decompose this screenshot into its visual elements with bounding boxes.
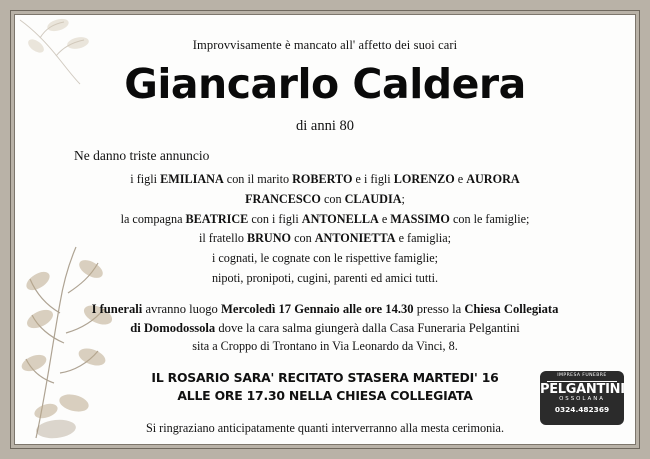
funeral-line-3: sita a Croppo di Trontano in Via Leonardo da Vinci, 8.	[192, 339, 458, 354]
deceased-age: di anni 80	[296, 118, 354, 135]
funeral-details	[38, 300, 612, 356]
rosary-line-2: ALLE ORE 17.30 NELLA CHIESA COLLEGIATA	[177, 387, 473, 403]
family-line: il fratello BRUNO con ANTONIETTA e famiglia;	[198, 231, 452, 246]
stamp-phone: 0324.482369	[554, 405, 610, 415]
rosary-line-1: IL ROSARIO SARA' RECITATO STASERA MARTEDI' 16	[151, 369, 499, 385]
family-line: la compagna BEATRICE con i figli ANTONELLA e MASSIMO con le famiglie;	[120, 211, 530, 226]
deceased-name: Giancarlo Caldera	[124, 60, 526, 108]
announcement-text: Ne danno triste annuncio	[74, 148, 210, 164]
funeral-line-1: I funerali avranno luogo Mercoledì 17 Gennaio alle ore 14.30 presso la Chiesa Collegiata	[91, 301, 559, 316]
funeral-line-2: di Domodossola dove la cara salma giungerà dalla Casa Funeraria Pelgantini	[130, 320, 520, 335]
family-list	[38, 170, 612, 289]
thanks-text: Si ringraziano anticipatamente quanti interverranno alla mesta cerimonia.	[145, 420, 505, 435]
intro-text: Improvvisamente è mancato all' affetto dei suoi cari	[192, 38, 458, 52]
obituary-content	[20, 20, 630, 439]
stamp-line-1: IMPRESA FUNEBRE	[557, 373, 607, 378]
family-line: FRANCESCO con CLAUDIA;	[245, 191, 405, 206]
family-line: nipoti, pronipoti, cugini, parenti ed amici tutti.	[211, 270, 439, 285]
funeral-home-stamp	[540, 371, 624, 425]
stamp-region: OSSOLANA	[559, 396, 605, 403]
family-line: i cognati, le cognate con le rispettive famiglie;	[211, 251, 439, 266]
rosary-notice	[38, 369, 612, 405]
family-line: i figli EMILIANA con il marito ROBERTO e i figli LORENZO e AURORA	[130, 172, 520, 187]
stamp-company-name: PELGANTINI	[540, 381, 625, 397]
